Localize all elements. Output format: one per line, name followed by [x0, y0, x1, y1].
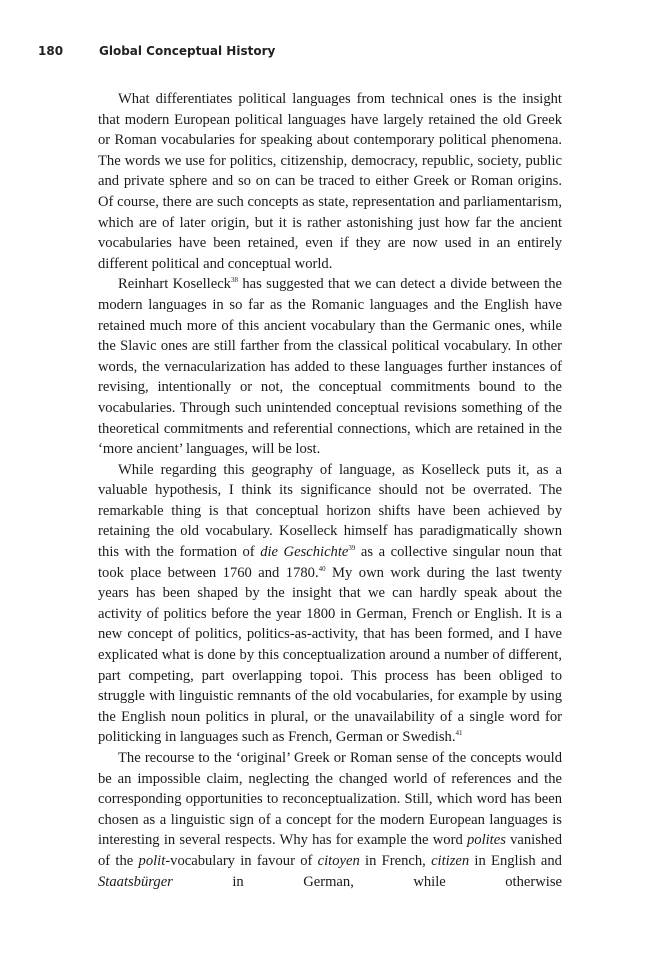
paragraph-3-text-b: as a collective singular noun that took place between 1760 and 1780. [98, 544, 562, 581]
paragraph-4-text-a: The recourse to the ‘original’ Greek or Roman sense of the concepts would be an impossible claim, neglecting the changed world of references and the corresponding opportunities to reconceptualization. Still, which word has been chosen as a linguistic sign of a concept for the modern European languages is interesting in several respects. Why has for example the word [98, 750, 562, 849]
running-header [38, 44, 562, 62]
paragraph-3-text-c: My own work during the last twenty years has been shaped by the insight that we can hardly speak about the activity of politics before the year 1800 in German, French or English. It is a new concept of politics, politics-as-activity, that has been formed, and I have explicated what is done by this conceptualization around a number of different, part competing, part overlapping topoi. This process has been obliged to struggle with linguistic remnants of the old vocabularies, for example by using the English noun politics in plural, or the unavailability of a single word for politicking in languages such as French, German or Swedish. [98, 564, 562, 746]
footnote-ref-41: 41 [455, 729, 463, 738]
italic-staatsburger: Staatsbürger [98, 873, 173, 890]
paragraph-4-text-b: vanished of the [98, 832, 562, 869]
italic-citoyen: citoyen [317, 852, 360, 869]
paragraph-2-text-a: Reinhart Koselleck [118, 276, 231, 293]
footnote-ref-38: 38 [230, 276, 238, 285]
paragraph-3-text-a: While regarding this geography of language, as Koselleck puts it, as a valuable hypothesis, I think its significance should not be overrated. The remarkable thing is that conceptual horizon shifts have been achieved by retaining the old vocabulary. Koselleck himself has paradigmatically shown this with the formation of [98, 461, 562, 561]
italic-die-geschichte: die Geschichte [260, 544, 349, 561]
paragraph-4-text-f: in German, while otherwise [172, 873, 562, 890]
paragraph-4-text-c: vocabulary in favour of [170, 852, 318, 869]
paragraph-1-text: What differentiates political languages from technical ones is the insight that modern European political languages have largely retained the old Greek or Roman vocabularies for speaking about contemporary political phenomena. The words we use for politics, citizenship, democracy, republic, society, public and private sphere and so on can be traced to either Greek or Roman origins. Of course, there are such concepts as state, representation and parliamentarism, which are of later origin, but it is rather astonishing just how far the ancient vocabularies have been retained, even if they are now used in an entirely different political and conceptual world. [98, 91, 562, 272]
paragraph-3 [98, 460, 562, 748]
italic-polit: polit- [138, 852, 171, 869]
italic-polites: polites [466, 832, 506, 849]
paragraph-4 [98, 748, 562, 892]
paragraph-4-text-d: in French, [359, 852, 432, 869]
page-number: 180 [38, 44, 64, 58]
body-text [98, 89, 562, 892]
running-title: Global Conceptual History [99, 44, 276, 58]
paragraph-2-text-b: has suggested that we can detect a divide between the modern languages in so far as the Romanic languages and the English have retained much more of this ancient vocabulary than the Germanic ones, while the Slavic ones are still farther from the classical political vocabulary. In other words, the vernacularization has added to these languages further instances of revising, intentionally or not, the conceptual commitments bound to the vocabularies. Through such unintended conceptual revisions something of the theoretical commitments and referential connections, which are retained in the ‘more ancient’ languages, will be lost. [98, 276, 562, 458]
paragraph-1 [98, 89, 562, 274]
footnote-ref-39: 39 [348, 544, 356, 553]
italic-citizen: citizen [431, 852, 470, 869]
paragraph-2 [98, 274, 562, 459]
footnote-ref-40: 40 [318, 564, 326, 573]
paragraph-4-text-e: in English and [469, 852, 562, 869]
